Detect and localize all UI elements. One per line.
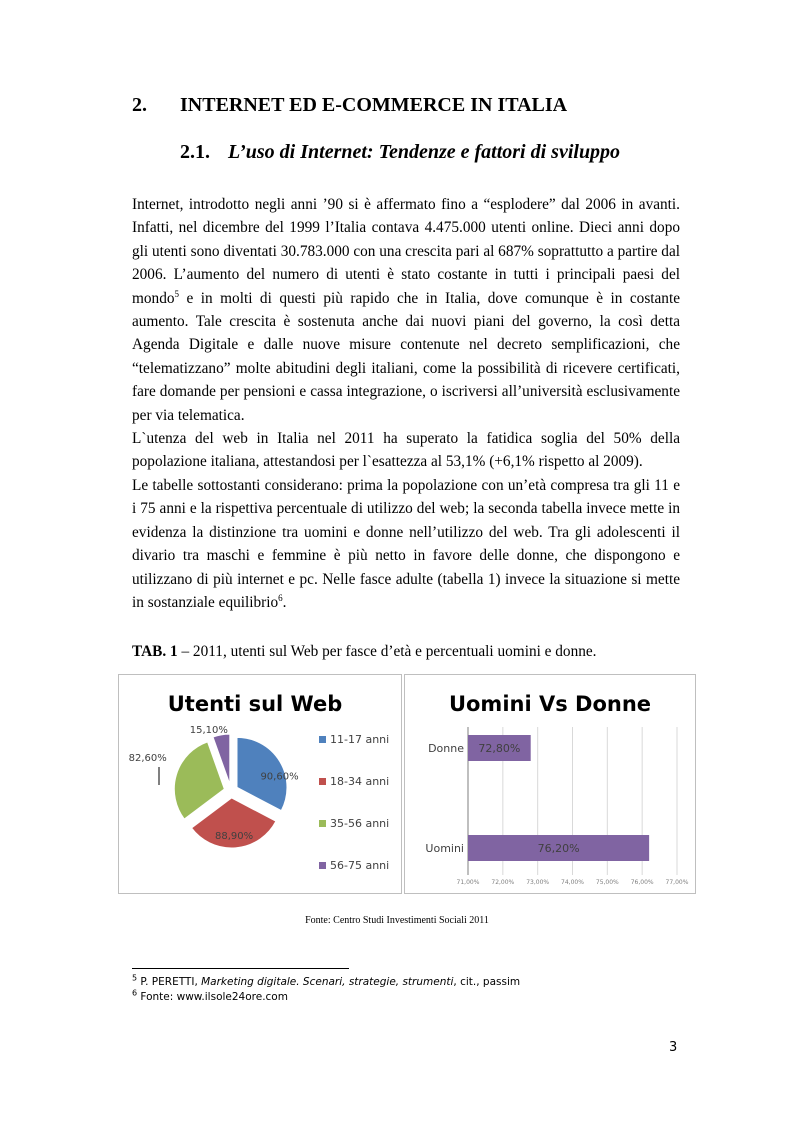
- section-heading: [180, 141, 620, 164]
- footnote-separator: [132, 968, 349, 969]
- pie-legend-label: 56-75 anni: [330, 859, 390, 872]
- pie-data-label: 82,60%: [128, 753, 167, 764]
- pie-data-label: 88,90%: [214, 830, 254, 842]
- pie-chart: [119, 675, 401, 893]
- charts-figure: [118, 674, 696, 894]
- table-caption-text: – 2011, utenti sul Web per fasce d’età e percentuali uomini e donne.: [177, 643, 597, 660]
- bar-x-tick: 74,00%: [561, 879, 584, 886]
- table-caption-label: TAB. 1: [132, 643, 178, 660]
- pie-slice: [174, 742, 224, 819]
- page-number: 3: [669, 1040, 678, 1055]
- pie-title: Utenti sul Web: [167, 692, 343, 716]
- pie-chart-panel: [118, 674, 402, 894]
- table-caption: [132, 643, 597, 661]
- pie-legend-label: 11-17 anni: [330, 733, 390, 746]
- bar-category-label: Donne: [428, 742, 464, 755]
- pie-legend-swatch: [319, 862, 326, 869]
- pie-legend-swatch: [319, 778, 326, 785]
- bar-category-label: Uomini: [425, 842, 464, 855]
- paragraph-1: Internet, introdotto negli anni ’90 si è affermato fino a “esplodere” dal 2006 in avanti. Infatti, nel dicembre del 1999 l’Italia contava 4.475.000 utenti online. Dieci anni dopo gli utenti sono diventati 30.783.000 con una crescita pari al 687% soprattutto a partire dal 2006. L’aumento del numero di utenti è stato costante in tutti i principali paesi del mondo$^5$ e in molti di questi più rapido che in Italia, dove comunque è in costante aumento. Tale crescita è sostenuta anche dai nuovi piani del governo, la così detta Agenda Digitale e dalle nuove misure contenute nel decreto semplificazioni, che “telematizzano” molte abitudini degli italiani, come la possibilità di ricevere certificati, fare domande per pensioni e cassa integrazione, o iscriversi all’università esclusivamente per via telematica.: [132, 196, 680, 424]
- pie-legend-label: 35-56 anni: [330, 817, 390, 830]
- section-number: 2.1.: [180, 141, 210, 163]
- chapter-title: INTERNET ED E-COMMERCE IN ITALIA: [180, 94, 568, 116]
- bar-data-label: 72,80%: [478, 742, 521, 755]
- bar-x-tick: 77,00%: [665, 879, 689, 886]
- pie-legend-label: 18-34 anni: [330, 775, 390, 788]
- bar-x-tick: 73,00%: [526, 879, 550, 886]
- figure-source: Fonte: Centro Studi Investimenti Sociali 2011: [305, 915, 489, 926]
- pie-data-label: 15,10%: [189, 725, 228, 736]
- bar-title: Uomini Vs Donne: [448, 692, 652, 716]
- bar-x-tick: 71,00%: [456, 879, 480, 886]
- pie-legend-swatch: [319, 736, 326, 743]
- section-title: L’uso di Internet: Tendenze e fattori di sviluppo: [228, 141, 621, 163]
- chapter-number: 2.: [132, 94, 147, 116]
- bar-data-label: 76,20%: [537, 842, 580, 855]
- bar-x-tick: 76,00%: [630, 879, 654, 886]
- paragraph-2: L`utenza del web in Italia nel 2011 ha superato la fatidica soglia del 50% della popolazione italiana, attestandosi per l`esattezza al 53,1% (+6,1% rispetto al 2009).: [132, 430, 680, 471]
- footnote-ref-5[interactable]: 5: [174, 288, 179, 299]
- paragraph-3: Le tabelle sottostanti considerano: prima la popolazione con un’età compresa tra gli 11 e i 75 anni e la rispettiva percentuale di utilizzo del web; la seconda tabella invece mette in evidenza la distinzione tra uomini e donne nell’utilizzo del web. Tra gli adolescenti il divario tra maschi e femmine è più netto in favore delle donne, che dispongono e utilizzano di più internet e pc. Nelle fasce adulte (tabella 1) invece la situazione si mette in sostanziale equilibrio$^6$.: [132, 476, 680, 611]
- footnotes: [132, 975, 520, 1005]
- bar-x-tick: 72,00%: [491, 879, 515, 886]
- chapter-heading: [132, 94, 567, 117]
- bar-x-tick: 75,00%: [595, 879, 619, 886]
- bar-chart: [405, 675, 695, 893]
- bar-chart-panel: [404, 674, 696, 894]
- footnote-6: $^6$ Fonte: www.ilsole24ore.com: [132, 988, 288, 1003]
- pie-data-label: 90,60%: [260, 771, 299, 783]
- body-text: [132, 193, 680, 614]
- pie-legend-swatch: [319, 820, 326, 827]
- footnote-5: $^5$ P. PERETTI, Marketing digitale. Scenari, strategie, strumenti, cit., passim: [132, 973, 521, 988]
- footnote-ref-6[interactable]: 6: [278, 592, 283, 603]
